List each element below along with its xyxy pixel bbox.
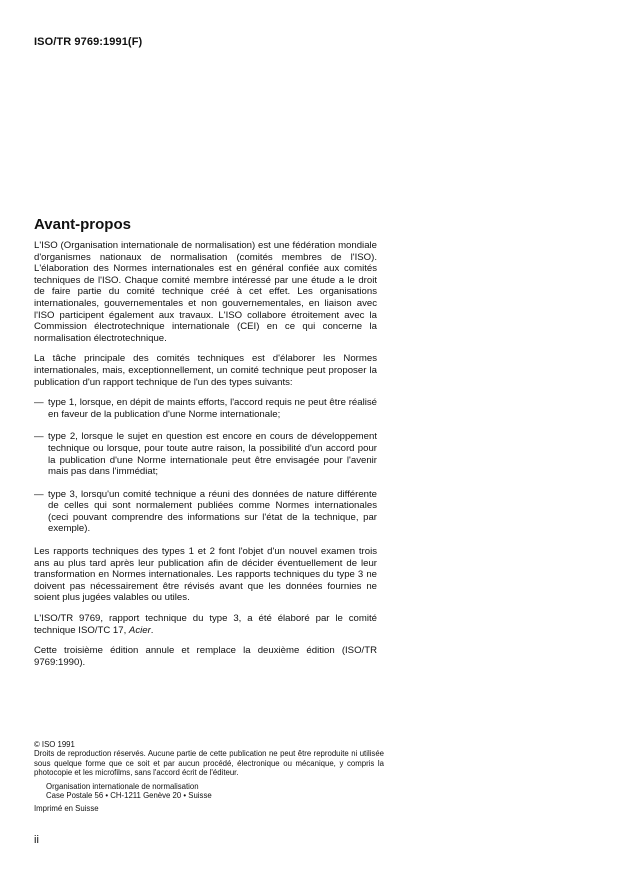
page-number: ii bbox=[34, 834, 39, 846]
printed-in: Imprimé en Suisse bbox=[34, 804, 99, 814]
paragraph-technical-committees: La tâche principale des comités techniques est d'élaborer les Normes internationales, mais, exceptionnellement, un comité technique peut proposer la publication d'un rapport technique de l'un des types suivants: bbox=[34, 353, 377, 388]
foreword-heading: Avant-propos bbox=[34, 216, 131, 233]
paragraph-iso-description: L'ISO (Organisation internationale de normalisation) est une fédération mondiale d'organismes nationaux de normalisation (comités membres de l'ISO). L'élaboration des Normes internationales est en général confiée aux comités techniques de l'ISO. Chaque comité membre intéressé par une étude a le droit de faire partie du comité technique créé à cet effet. Les organisations internationales, gouvernementales et non gouvernementales, en liaison avec l'ISO participent également aux travaux. L'ISO collabore étroitement avec la Commission électrotechnique internationale (CEI) en ce qui concerne la normalisation électrotechnique. bbox=[34, 240, 377, 344]
list-item-text: type 2, lorsque le sujet en question est encore en cours de développement technique ou lorsque, pour toute autre raison, la possibilité d'un accord pour la publication d'une Norme internationale peut être envisagée pour l'avenir mais pas dans l'immédiat; bbox=[48, 431, 377, 478]
paragraph-preparation bbox=[34, 613, 377, 636]
copyright-footer bbox=[34, 740, 384, 814]
postal-address: Case Postale 56 • CH-1211 Genève 20 • Suisse bbox=[46, 791, 212, 801]
document-identifier: ISO/TR 9769:1991(F) bbox=[34, 36, 143, 48]
list-item-text: type 1, lorsque, en dépit de maints efforts, l'accord requis ne peut être réalisé en faveur de la publication d'une Norme internationale; bbox=[48, 397, 377, 420]
preparation-text: L'ISO/TR 9769, rapport technique du type 3, a été élaboré par le comité technique ISO/TC 17, bbox=[34, 613, 377, 636]
dash-bullet: — bbox=[34, 488, 44, 500]
foreword-body bbox=[34, 240, 377, 677]
paragraph-review-policy: Les rapports techniques des types 1 et 2 font l'objet d'un nouvel examen trois ans au plus tard après leur publication afin de décider éventuellement de leur transformation en Normes internationales. Les rapports techniques du type 3 ne doivent pas nécessairement être révisés avant que les données fournies ne soient plus jugées valables ou utiles. bbox=[34, 546, 377, 604]
organization-address bbox=[46, 782, 384, 801]
paragraph-edition: Cette troisième édition annule et remplace la deuxième édition (ISO/TR 9769:1990). bbox=[34, 645, 377, 668]
rights-notice: Droits de reproduction réservés. Aucune partie de cette publication ne peut être reproduite ni utilisée sous quelque forme que ce soit et par aucun procédé, électronique ou mécanique, y compris la photocopie et les microfilms, sans l'accord écrit de l'éditeur. bbox=[34, 749, 384, 778]
report-types-list bbox=[34, 397, 377, 535]
dash-bullet: — bbox=[34, 397, 44, 409]
list-item bbox=[34, 397, 377, 420]
list-item bbox=[34, 489, 377, 535]
copyright-line: © ISO 1991 bbox=[34, 740, 75, 749]
list-item-text: type 3, lorsqu'un comité technique a réuni des données de nature différente de celles qui sont normalement publiées comme Normes internationales (ceci pouvant comprendre des informations sur l'état de la technique, par exemple). bbox=[48, 488, 377, 535]
list-item bbox=[34, 431, 377, 477]
organization-name: Organisation internationale de normalisation bbox=[46, 781, 199, 791]
preparation-end: . bbox=[150, 624, 154, 636]
committee-name: Acier bbox=[128, 624, 151, 636]
dash-bullet: — bbox=[34, 431, 44, 443]
